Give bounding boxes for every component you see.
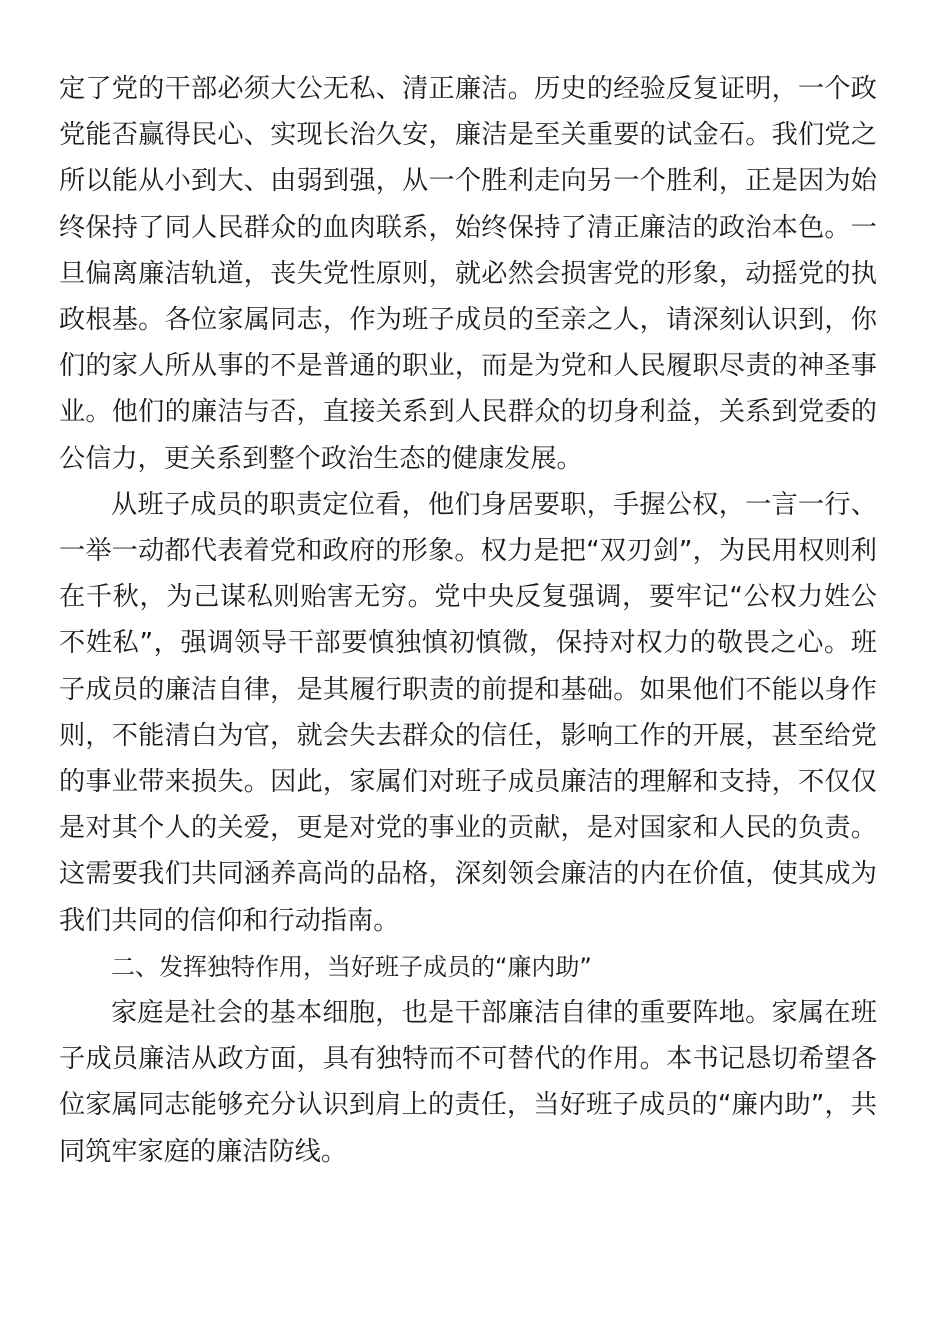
paragraph-3: 家庭是社会的基本细胞，也是干部廉洁自律的重要阵地。家属在班子成员廉洁从政方面，具有独特而不可替代的作用。本书记恳切希望各位家属同志能够充分认识到肩上的责任，当好班子成员的“廉内助”，共同筑牢家庭的廉洁防线。 xyxy=(59,998,877,1167)
section-heading: 二、发挥独特作用，当好班子成员的“廉内助” xyxy=(111,952,592,981)
paragraph-2: 从班子成员的职责定位看，他们身居要职，手握公权，一言一行、一举一动都代表着党和政府的形象。权力是把“双刃剑”，为民用权则利在千秋，为己谋私则贻害无穷。党中央反复强调，要牢记“公权力姓公不姓私”，强调领导干部要慎独慎初慎微，保持对权力的敬畏之心。班子成员的廉洁自律，是其履行职责的前提和基础。如果他们不能以身作则，不能清白为官，就会失去群众的信任，影响工作的开展，甚至给党的事业带来损失。因此，家属们对班子成员廉洁的理解和支持，不仅仅是对其个人的关爱，更是对党的事业的贡献，是对国家和人民的负责。这需要我们共同涵养高尚的品格，深刻领会廉洁的内在价值，使其成为我们共同的信仰和行动指南。 xyxy=(59,489,877,936)
document-body xyxy=(59,66,877,1175)
paragraph-1: 定了党的干部必须大公无私、清正廉洁。历史的经验反复证明，一个政党能否赢得民心、实现长治久安，廉洁是至关重要的试金石。我们党之所以能从小到大、由弱到强，从一个胜利走向另一个胜利，正是因为始终保持了同人民群众的血肉联系，始终保持了清正廉洁的政治本色。一旦偏离廉洁轨道，丧失党性原则，就必然会损害党的形象，动摇党的执政根基。各位家属同志，作为班子成员的至亲之人，请深刻认识到，你们的家人所从事的不是普通的职业，而是为党和人民履职尽责的神圣事业。他们的廉洁与否，直接关系到人民群众的切身利益，关系到党委的公信力，更关系到整个政治生态的健康发展。 xyxy=(59,74,877,474)
